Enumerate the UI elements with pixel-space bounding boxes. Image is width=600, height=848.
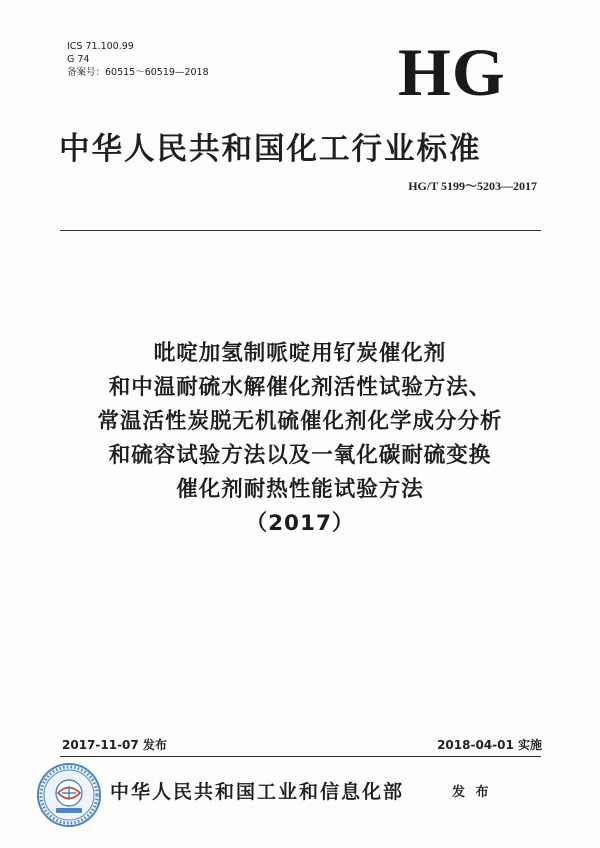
- standard-number: HG/T 5199～5203—2017: [408, 179, 537, 193]
- standard-category-title: 中华人民共和国化工行业标准: [59, 132, 482, 167]
- title-line: 和中温耐硫水解催化剂活性试验方法、: [108, 375, 492, 400]
- bottom-divider: [60, 756, 541, 757]
- standard-code-mark: HG: [398, 34, 506, 110]
- ccs-code: G 74: [67, 54, 90, 65]
- title-line: 和硫容试验方法以及一氧化碳耐硫变换: [108, 443, 492, 468]
- top-divider: [60, 230, 541, 231]
- ics-code: ICS 71.100.99: [67, 41, 134, 52]
- issue-date: 2017-11-07 发布: [62, 738, 167, 752]
- title-year: （2017）: [245, 511, 355, 536]
- implementation-date: 2018-04-01 实施: [437, 738, 542, 752]
- issuing-authority: 中华人民共和国工业和信息化部: [110, 781, 405, 803]
- document-title: [30, 337, 570, 541]
- classification-block: [67, 40, 209, 79]
- title-line: 催化剂耐热性能试验方法: [176, 477, 424, 502]
- title-line: 吡啶加氢制哌啶用钌炭催化剂: [153, 341, 447, 366]
- filing-number: 备案号：60515～60519—2018: [67, 67, 209, 78]
- publisher-seal-icon: [36, 762, 102, 828]
- title-line: 常温活性炭脱无机硫催化剂化学成分分析: [97, 409, 503, 434]
- publish-label: 发 布: [452, 785, 492, 800]
